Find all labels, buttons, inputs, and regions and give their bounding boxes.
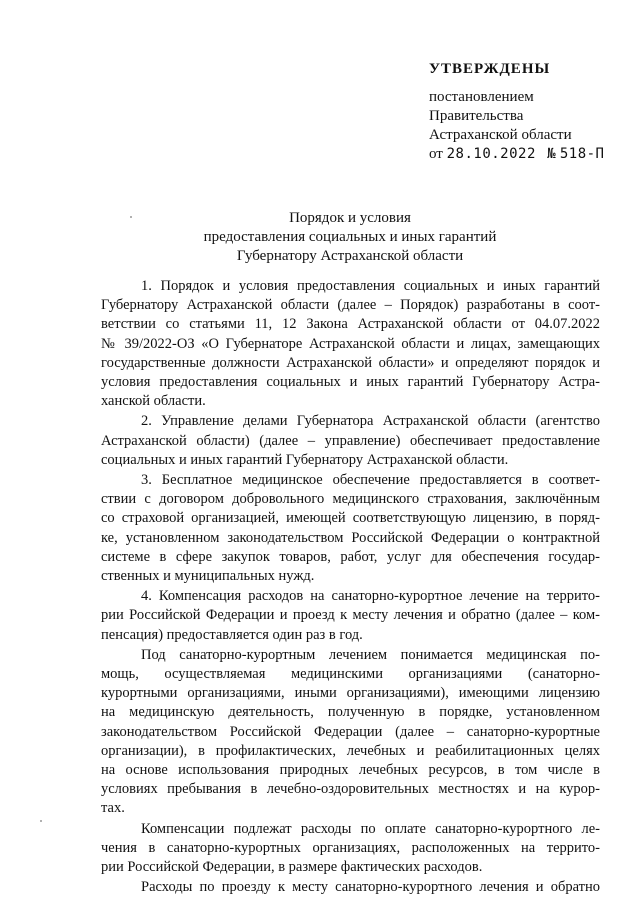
text-line: условия предоставления социальных и иных гарантий Губернатору Астра- — [101, 374, 600, 391]
text-line: рии Российской Федерации, в размере фактических расходов. — [101, 859, 483, 876]
number-sign: № — [547, 146, 557, 162]
paragraph-4 — [101, 587, 600, 645]
text-line: на основе использования природных лечебных ресурсов, в том числе в — [101, 762, 600, 779]
paragraph-7 — [101, 878, 600, 897]
text-line: государственные должности Астраханской области» и определяют порядок и — [101, 354, 600, 371]
document-body — [101, 277, 600, 899]
text-line: 2. Управление делами Губернатора Астраханской области (агентство — [141, 413, 600, 430]
title-line: Порядок и условия — [289, 210, 411, 226]
approval-line: Астраханской области — [429, 127, 572, 143]
approval-date: 28.10.2022 — [446, 146, 536, 162]
title-line: Губернатору Астраханской области — [236, 248, 464, 264]
text-line: организации), в профилактических, лечебных и реабилитационных целях — [101, 742, 600, 759]
text-line: чения в санаторно-курортных организациях, расположенных на террито- — [101, 839, 600, 856]
text-line: 3. Бесплатное медицинское обеспечение предоставляется в соответ- — [141, 472, 600, 489]
text-line: социальных и иных гарантий Губернатору Астраханской области. — [101, 451, 509, 468]
approval-number: 518-П — [559, 146, 605, 162]
text-line: 1. Порядок и условия предоставления социальных и иных гарантий — [141, 278, 600, 294]
text-line: мощь, осуществляемая медицинскими организациями (санаторно- — [101, 666, 600, 683]
approval-block — [429, 60, 629, 164]
text-line: законодательством Российской Федерации (далее – санаторно-курортные — [101, 723, 600, 740]
scan-speck — [40, 820, 42, 822]
text-line: ханской области. — [101, 393, 206, 410]
text-line: Под санаторно-курортным лечением понимается медицинская по- — [141, 646, 600, 663]
paragraph-2 — [101, 412, 600, 470]
text-line: Губернатору Астраханской области (далее – Порядок) разработаны в соот- — [101, 297, 600, 314]
approval-date-line — [429, 145, 629, 164]
text-line: системе в сфере закупок товаров, работ, услуг для обеспечения государ- — [101, 548, 600, 565]
paragraph-6 — [101, 820, 600, 878]
text-line: ствии с договором добровольного медицинского страхования, заключённым — [101, 491, 600, 508]
text-line: ственных и муниципальных нужд. — [101, 568, 315, 585]
approval-line: постановлением — [429, 89, 534, 105]
text-line: со страховой организацией, имеющей соответствующую лицензию, в поряд- — [101, 510, 600, 527]
text-line: Расходы по проезду к месту санаторно-курортного лечения и обратно — [141, 879, 600, 896]
text-line: рии Российской Федерации и проезд к месту лечения и обратно (далее – ком- — [101, 607, 600, 624]
text-line: Астраханской области) (далее – управление) обеспечивает предоставление — [101, 432, 600, 449]
paragraph-5 — [101, 646, 600, 819]
approval-line: Правительства — [429, 108, 524, 124]
paragraph-1 — [101, 277, 600, 411]
approval-heading: УТВЕРЖДЕНЫ — [429, 61, 551, 77]
text-line: ветствии со статьями 11, 12 Закона Астраханской области от 04.07.2022 — [101, 316, 600, 333]
text-line: Компенсации подлежат расходы по оплате санаторно-курортного ле- — [141, 820, 600, 837]
document-title — [100, 209, 600, 266]
scan-speck — [130, 216, 132, 218]
text-line: № 39/2022-ОЗ «О Губернаторе Астраханской области и лицах, замещающих — [101, 335, 600, 352]
text-line: 4. Компенсация расходов на санаторно-курортное лечение на террито- — [141, 588, 600, 605]
text-line: на медицинскую деятельность, полученную в порядке, установленном — [101, 704, 600, 721]
title-line: предоставления социальных и иных гарантий — [203, 229, 497, 245]
text-line: пенсация) предоставляется один раз в год. — [101, 626, 363, 643]
text-line: условиях пребывания в лечебно-оздоровительных местностях и на курор- — [101, 781, 600, 798]
text-line: ке, установленном законодательством Российской Федерации о контрактной — [101, 529, 600, 546]
paragraph-3 — [101, 471, 600, 586]
date-prefix: от — [429, 146, 443, 162]
text-line: курортными организациями, иными организациями), имеющими лицензию — [101, 685, 600, 702]
text-line: тах. — [101, 800, 125, 817]
